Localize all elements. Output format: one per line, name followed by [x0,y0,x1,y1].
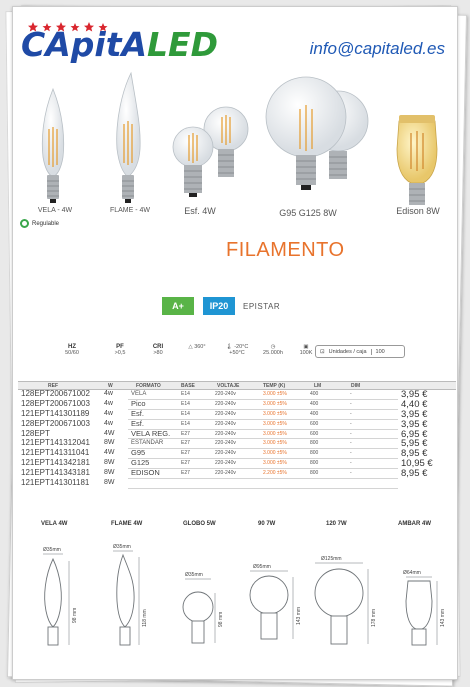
dim-cell: - [350,410,352,417]
switch-icon: ▣ [303,344,309,350]
bulb-label-esf: Esf. 4W [184,206,216,216]
dim-cell: - [350,400,352,407]
format-cell: Esf. [131,418,144,428]
dim-height-globo: 98 mm [218,611,224,627]
dim-diameter-120: Ø125mm [321,556,342,562]
watt-cell: 4W [104,449,115,457]
price-cell: 8,95 € [401,468,428,480]
energy-class-badge: A+ [162,297,194,315]
format-cell: Esf. [131,408,144,418]
dim-label-flame: FLAME 4W [111,521,143,527]
spec-pf: PF >0,5 [114,344,126,356]
ref-cell: 121EPT141301189 [21,408,90,418]
format-cell: G95 [131,448,146,458]
format-cell: Pico [131,398,146,408]
voltage-cell: 220-240v [215,400,236,407]
col-lm: LM [314,383,322,389]
base-cell: E27 [181,450,190,457]
temperature-cell: 3.000 ±5% [263,400,287,407]
format-cell: EDISON [131,468,160,478]
spec-hz: HZ 50/60 [65,344,79,356]
base-cell: E27 [181,460,190,467]
row-divider [128,488,398,489]
watt-cell: 4w [104,399,113,407]
ref-cell: 121EPT141312041 [21,438,90,448]
dim-diameter-flame: Ø35mm [113,544,131,550]
dim-label-ambar: AMBAR 4W [398,521,431,527]
bulb-globe [173,107,248,197]
voltage-cell: 220-240v [215,460,236,467]
col-dim: DIM [351,383,361,389]
price-cell: 3,95 € [401,389,428,400]
dimension-drawings [13,521,458,661]
contact-email[interactable]: info@capitaled.es [309,39,445,58]
temperature-cell: 3.000 ±5% [263,450,287,457]
bulb-flame [117,73,140,203]
bulb-label-g95-g125: G95 G125 8W [279,208,337,218]
dim-cell: - [350,450,352,457]
temperature-cell: 3.000 ±5% [263,391,287,397]
base-cell: E14 [181,410,190,417]
lumen-cell: 400 [310,391,319,397]
brand-logo: CApitALED [21,25,218,64]
temperature-cell: 3.000 ±5% [263,460,287,467]
watt-cell: 4w [104,409,113,417]
thermometer-icon: 🌡 [225,344,233,350]
format-cell: VELA REG. [131,428,171,438]
spec-lifetime: ◷ 25.000h [263,344,283,356]
dim-cell: - [350,470,352,477]
format-cell: G125 [131,458,150,468]
lumen-cell: 800 [310,460,319,467]
dim-height-flame: 118 mm [142,609,148,627]
lumen-cell: 400 [310,410,319,417]
voltage-cell: 220-240v [215,440,236,447]
dim-label-90: 90 7W [258,521,276,527]
price-cell: 3,95 € [401,408,428,420]
col-base: BASE [181,383,195,389]
voltage-cell: 220-240v [215,420,236,427]
base-cell: E27 [181,430,190,437]
temperature-cell: 2.200 ±5% [263,470,287,477]
dim-diameter-vela: Ø35mm [43,547,61,553]
base-cell: E14 [181,400,190,407]
dim-cell: - [350,460,352,467]
beam-angle-icon: △ [188,344,193,350]
price-cell: 5,95 € [401,438,428,450]
dimmable-icon [20,219,29,228]
price-cell: 6,95 € [401,428,428,440]
dim-height-90: 143 mm [296,606,302,625]
dim-label-vela: VELA 4W [41,521,68,527]
watt-cell: 4w [104,419,113,427]
temperature-cell: 3.000 ±5% [263,410,287,417]
dim-diameter-90: Ø95mm [253,564,271,570]
watt-cell: 8W [104,439,115,447]
box-icon: ⊡ [320,348,325,355]
col-formato: FORMATO [136,383,161,389]
price-cell: 4,40 € [401,398,428,410]
spec-angle: △ 360° [188,344,206,350]
base-cell: E14 [181,420,190,427]
bulb-label-vela: VELA - 4W [37,207,73,214]
price-cell: 8,95 € [401,448,428,460]
product-table [18,381,456,489]
bulb-vela [42,89,63,203]
temperature-cell: 3.000 ±5% [263,420,287,427]
product-title: FILAMENTO [226,239,345,261]
lumen-cell: 800 [310,450,319,457]
bulb-photos [13,69,458,229]
clock-icon: ◷ [270,344,276,350]
format-cell: VELA [131,391,147,397]
table-row [18,479,456,489]
lumen-cell: 800 [310,470,319,477]
voltage-cell: 220-240v [215,430,236,437]
dimension-outlines [13,521,458,661]
col-voltaje: VOLTAJE [217,383,240,389]
watt-cell: 8W [104,459,115,467]
dim-height-vela: 98 mm [72,607,78,623]
dim-diameter-ambar: Ø64mm [403,570,421,576]
lumen-cell: 600 [310,430,319,437]
voltage-cell: 220-240v [215,470,236,477]
watt-cell: 4w [104,390,113,397]
base-cell: E27 [181,440,190,447]
epistar-logo: EPISTAR [243,302,281,311]
ref-cell: 128EPT [21,428,50,438]
lumen-cell: 600 [310,420,319,427]
watt-cell: 4W [104,429,115,437]
temperature-cell: 3.000 ±5% [263,440,287,447]
spec-cri: CRI >80 [152,344,164,356]
ref-cell: 121EPT141301181 [21,478,90,488]
dim-height-120: 178 mm [371,608,377,627]
base-cell: E27 [181,470,190,477]
col-ref: REF [48,383,58,389]
temperature-cell: 3.000 ±5% [263,430,287,437]
units-per-box: ⊡ Unidades / caja 100 [315,345,405,358]
dim-height-ambar: 143 mm [440,608,446,627]
ref-cell: 121EPT141343181 [21,468,90,478]
ref-cell: 121EPT141311041 [21,448,90,458]
dim-cell: - [350,391,352,397]
regulable-indicator: Regulable [20,219,59,228]
watt-cell: 8W [104,469,115,477]
lumen-cell: 400 [310,400,319,407]
dim-cell: - [350,430,352,437]
bulb-edison [397,115,437,205]
dim-label-globo: GLOBO 5W [183,521,216,527]
ref-cell: 128EPT200671003 [21,418,90,428]
spec-operating-temp: 🌡 -20°C +50°C [225,344,249,356]
ip-rating-badge: IP20 [203,297,235,315]
bulb-g95-g125 [266,77,368,190]
dim-diameter-globo: Ø35mm [185,572,203,578]
col-w: W [108,383,113,389]
voltage-cell: 220-240v [215,410,236,417]
table-row [18,420,456,430]
ref-cell: 121EPT141342181 [21,458,90,468]
bulb-label-edison: Edison 8W [396,206,440,216]
price-cell: 3,95 € [401,418,428,430]
price-cell: 10,95 € [401,458,433,470]
col-temp: TEMP (K) [263,383,286,389]
dim-cell: - [350,420,352,427]
base-cell: E14 [181,391,190,397]
voltage-cell: 220-240v [215,450,236,457]
watt-cell: 8W [104,479,115,487]
dim-label-120: 120 7W [326,521,347,527]
catalog-page [12,6,458,680]
lumen-cell: 800 [310,440,319,447]
ref-cell: 128EPT200671002 [21,389,90,398]
ref-cell: 128EPT200671003 [21,398,90,408]
dim-cell: - [350,440,352,447]
bulb-label-flame: FLAME - 4W [109,207,151,214]
table-body [18,390,456,489]
spec-cycles: ▣ 100K [299,344,313,356]
format-cell: ESTANDAR [131,440,164,447]
voltage-cell: 220-240v [215,391,236,397]
